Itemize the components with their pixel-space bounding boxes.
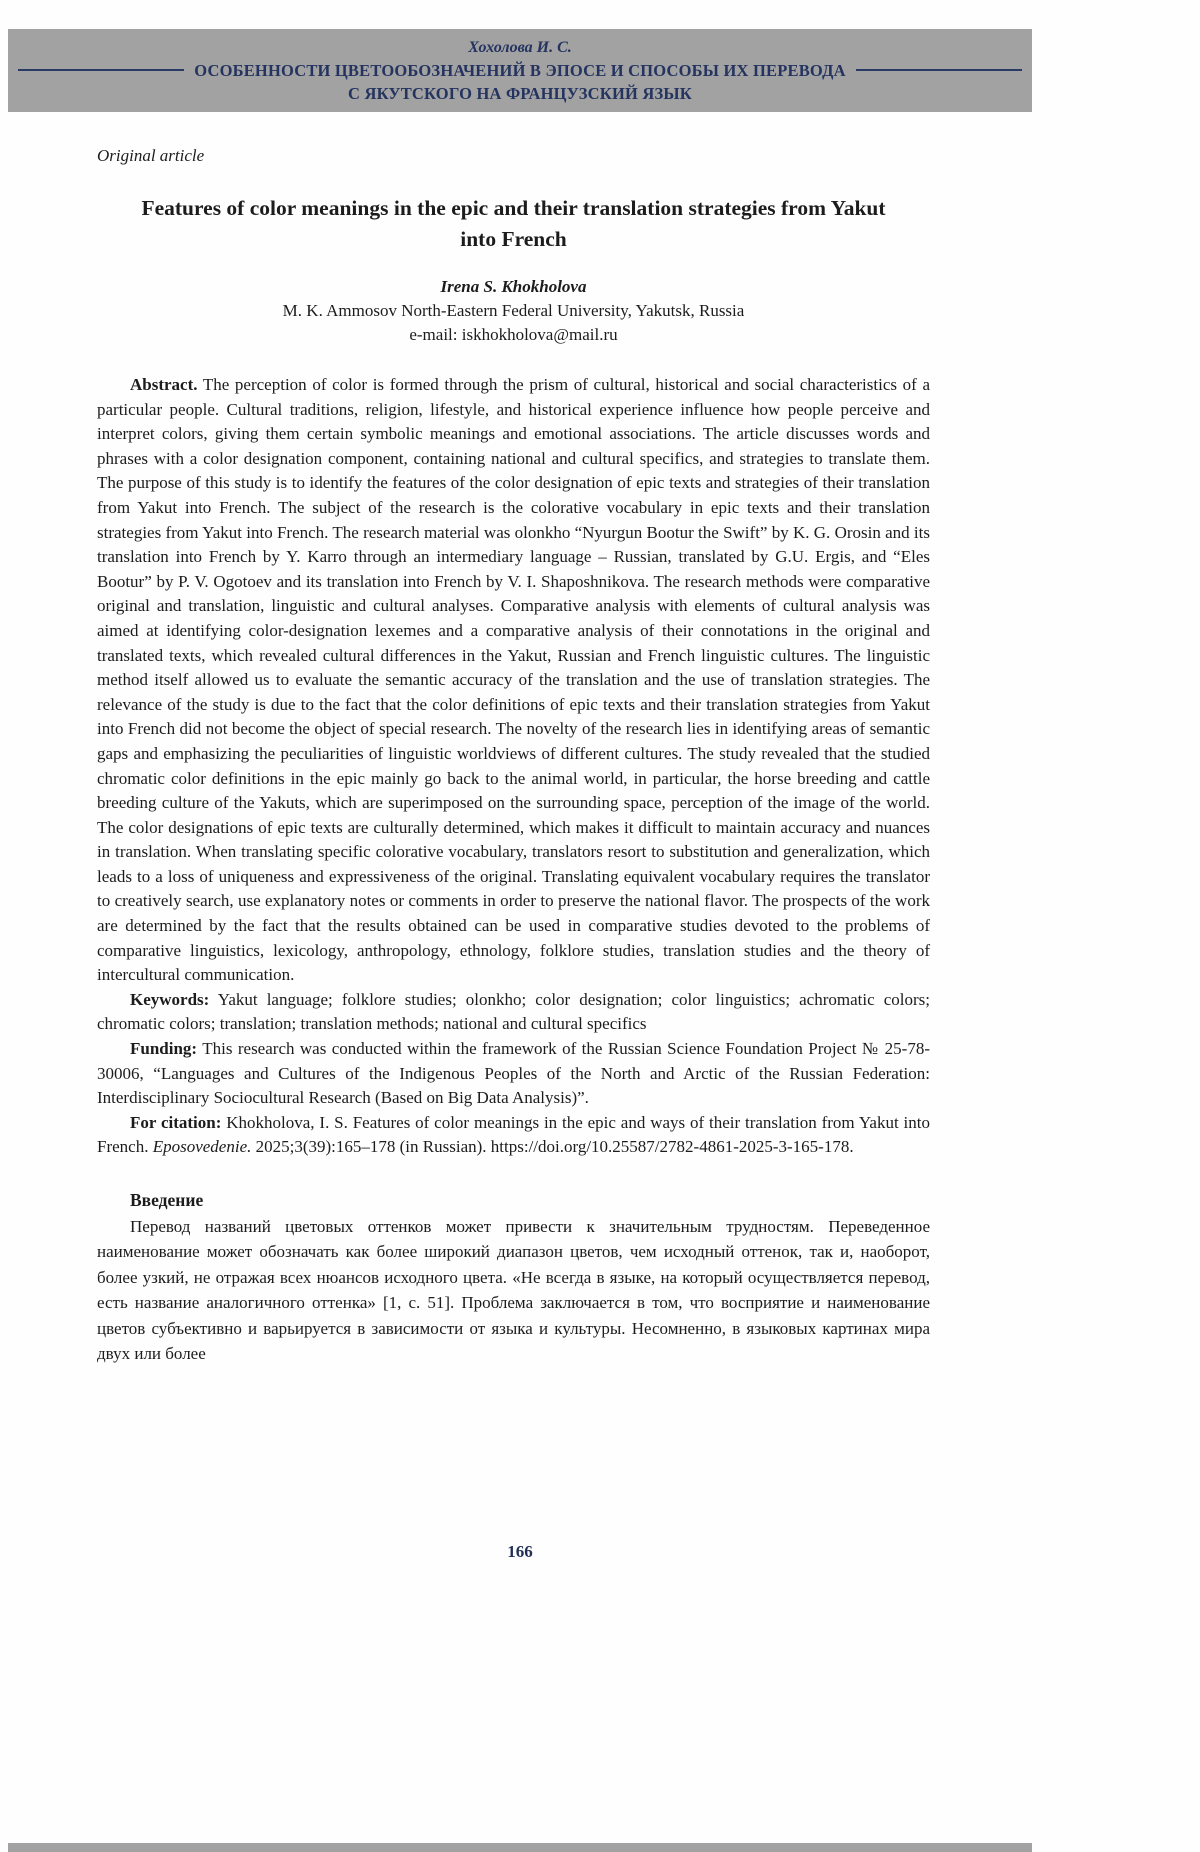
abstract-label: Abstract. (130, 375, 198, 394)
author-email: e-mail: iskhokholova@mail.ru (409, 325, 618, 344)
keywords-paragraph (97, 988, 930, 1037)
running-head-title-line2: С ЯКУТСКОГО НА ФРАНЦУЗСКИЙ ЯЗЫК (348, 83, 692, 103)
running-head-band (8, 29, 1032, 112)
funding-label: Funding: (130, 1039, 198, 1059)
running-head-title-row (8, 59, 1032, 82)
running-head-author: Хохолова И. С. (468, 38, 572, 56)
article-title: Features of color meanings in the epic and their translation strategies from Yakut into French (141, 196, 886, 251)
funding-text: This research was conducted within the framework of the Russian Science Foundation Project № 25-78-30006, “Languages and Cultures of the Indigenous Peoples of the North and Arctic of the Russian Federation: Interdisciplinary Sociocultural Research (Based on Big Data Analysis)”. (97, 1039, 930, 1108)
header-rule-right (856, 69, 1022, 71)
introduction-paragraph: Перевод названий цветовых оттенков может привести к значительным трудностям. Переведенное наименование может обозначать как более широкий диапазон цветов, чем исходный оттенок, так и, наоборот, более узкий, не отражая всех нюансов исходного цвета. «Не всегда в языке, на который осуществляется перевод, есть название аналогичного оттенка» [1, с. 51]. Проблема заключается в том, что восприятие и наименование цветов субъективно и варьируется в зависимости от языка и культуры. Несомненно, в языковых картинах мира двух или более (97, 1217, 930, 1364)
funding-paragraph (97, 1037, 930, 1111)
citation-text-after: 2025;3(39):165–178 (in Russian). https://doi.org/10.25587/2782-4861-2025-3-165-178. (255, 1137, 854, 1157)
citation-label: For citation: (130, 1112, 222, 1132)
citation-journal-name: Eposovedenie. (152, 1137, 252, 1157)
byline-block (97, 275, 930, 347)
abstract-paragraph (97, 373, 930, 988)
article-body (97, 145, 930, 1366)
keywords-label: Keywords: (130, 989, 210, 1009)
citation-text-before: Khokholova, I. S. Features of color meanings in the epic and ways of their translation from Yakut into French. (97, 1112, 930, 1157)
next-page-band-sliver (8, 1843, 1032, 1852)
page-number: 166 (507, 1542, 533, 1561)
keywords-text: Yakut language; folklore studies; olonkho; color designation; color linguistics; achromatic colors; chromatic colors; translation; translation methods; national and cultural specifics (97, 989, 930, 1034)
running-head-title-line1: ОСОБЕННОСТИ ЦВЕТООБОЗНАЧЕНИЙ В ЭПОСЕ И СПОСОБЫ ИХ ПЕРЕВОДА (194, 60, 846, 80)
abstract-text: The perception of color is formed through the prism of cultural, historical and social characteristics of a particular people. Cultural traditions, religion, lifestyle, and historical experience influence how people perceive and interpret colors, giving them certain symbolic meanings and emotional associations. The article discusses words and phrases with a color designation component, containing national and cultural specifics, and strategies to translate them. The purpose of this study is to identify the features of the color designation of epic texts and strategies of their translation from Yakut into French. The subject of the research is the colorative vocabulary in epic texts and their translation strategies from Yakut into French. The research material was olonkho “Nyurgun Bootur the Swift” by K. G. Orosin and its translation into French by Y. Karro through an intermediary language – Russian, translated by G.U. Ergis, and “Eles Bootur” by P. V. Ogotoev and its translation into French by V. I. Shaposhnikova. The research methods were comparative original and translation, linguistic and cultural analyses. Comparative analysis with elements of cultural analysis was aimed at identifying color-designation lexemes and a comparative analysis of their connotations in the original and translated texts, which revealed cultural differences in the Yakut, Russian and French linguistic cultures. The linguistic method itself allowed us to evaluate the semantic accuracy of the translation and the use of translation strategies. The relevance of the study is due to the fact that the color definitions of epic texts and their translation strategies from Yakut into French did not become the object of special research. The novelty of the research lies in identifying areas of semantic gaps and emphasizing the peculiarities of linguistic worldviews of different cultures. The study revealed that the studied chromatic color definitions in the epic mainly go back to the animal world, in particular, the horse breeding and cattle breeding culture of the Yakuts, which are superimposed on the surrounding space, perception of the image of the world. The color designations of epic texts are culturally determined, which makes it difficult to maintain accuracy and nuances in translation. When translating specific colorative vocabulary, translators resort to substitution and generalization, which leads to a loss of uniqueness and expressiveness of the original. Translating equivalent vocabulary requires the translator to creatively search, use explanatory notes or comments in order to preserve the national flavor. The prospects of the work are determined by the fact that the results obtained can be used in comparative studies devoted to the problems of comparative linguistics, lexicology, anthropology, ethnology, folklore studies, translation studies and the theory of intercultural communication. (97, 375, 930, 985)
author-name: Irena S. Khokholova (440, 277, 587, 296)
header-rule-left (18, 69, 184, 71)
introduction-heading: Введение (130, 1190, 204, 1210)
citation-paragraph (97, 1111, 930, 1160)
author-affiliation: M. K. Ammosov North-Eastern Federal University, Yakutsk, Russia (282, 301, 745, 320)
article-type-label: Original article (97, 146, 205, 165)
